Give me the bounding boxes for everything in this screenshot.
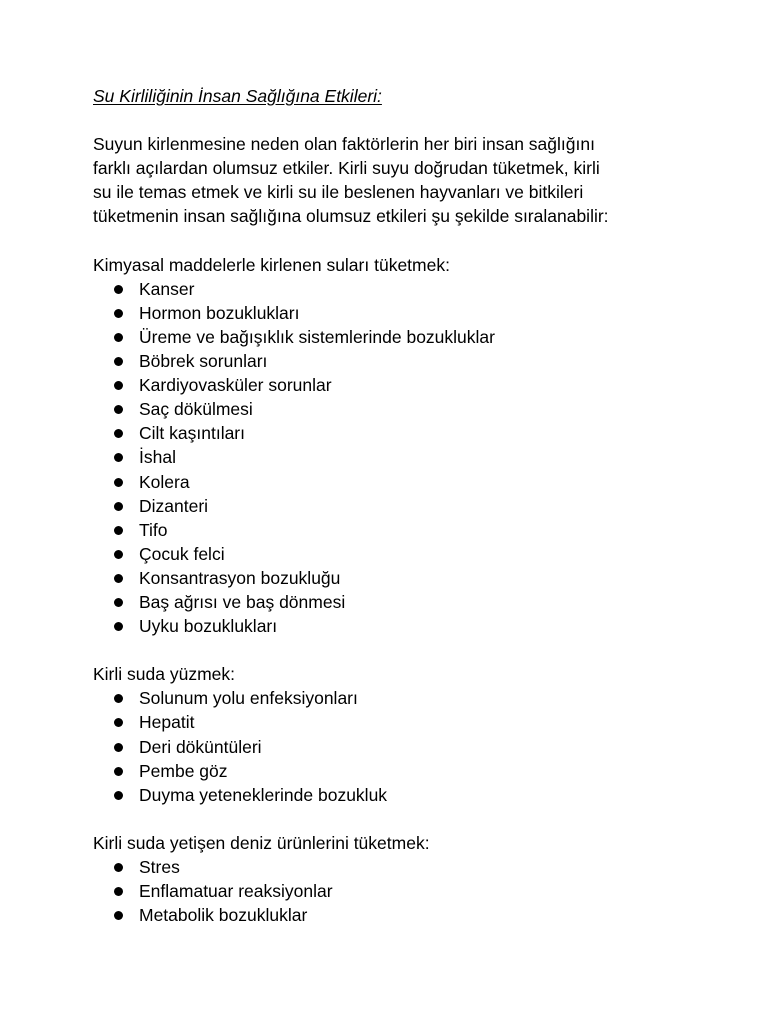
list-item-text: Böbrek sorunları (139, 351, 268, 372)
document-page (93, 84, 733, 927)
list-item (93, 759, 733, 783)
bullet-icon (114, 694, 123, 703)
list-item (93, 566, 733, 590)
list-item-text: İshal (139, 447, 176, 468)
list-item (93, 518, 733, 542)
intro-line: farklı açılardan olumsuz etkiler. Kirli suyu doğrudan tüketmek, kirli (93, 158, 600, 179)
bullet-icon (114, 598, 123, 607)
intro-paragraph (93, 132, 733, 228)
list-item (93, 397, 733, 421)
bullet-icon (114, 381, 123, 390)
section-heading: Kirli suda yetişen deniz ürünlerini tüketmek: (93, 832, 430, 853)
bullet-icon (114, 887, 123, 896)
list-item-text: Duyma yeteneklerinde bozukluk (139, 784, 388, 805)
document-title: Su Kirliliğinin İnsan Sağlığına Etkileri: (93, 86, 382, 106)
spacer (93, 638, 733, 662)
list-item (93, 855, 733, 879)
section-seafood (93, 831, 733, 927)
list-item-text: Metabolik bozukluklar (139, 905, 308, 926)
bullet-list (93, 855, 733, 927)
list-item (93, 542, 733, 566)
section-swimming (93, 662, 733, 807)
list-item-text: Pembe göz (139, 760, 228, 781)
bullet-icon (114, 767, 123, 776)
list-item-text: Hepatit (139, 712, 195, 733)
list-item-text: Cilt kaşıntıları (139, 423, 245, 444)
list-item-text: Deri döküntüleri (139, 736, 262, 757)
list-item (93, 349, 733, 373)
bullet-icon (114, 453, 123, 462)
bullet-icon (114, 405, 123, 414)
bullet-icon (114, 285, 123, 294)
spacer (93, 807, 733, 831)
bullet-icon (114, 911, 123, 920)
list-item (93, 325, 733, 349)
list-item (93, 494, 733, 518)
list-item (93, 614, 733, 638)
list-item-text: Kardiyovasküler sorunlar (139, 375, 332, 396)
bullet-icon (114, 550, 123, 559)
list-item-text: Saç dökülmesi (139, 399, 253, 420)
list-item (93, 783, 733, 807)
bullet-icon (114, 718, 123, 727)
bullet-icon (114, 357, 123, 366)
list-item-text: Çocuk felci (139, 543, 225, 564)
list-item (93, 470, 733, 494)
list-item-text: Kolera (139, 471, 190, 492)
bullet-icon (114, 574, 123, 583)
list-item-text: Kanser (139, 278, 195, 299)
bullet-icon (114, 526, 123, 535)
intro-line: tüketmenin insan sağlığına olumsuz etkileri şu şekilde sıralanabilir: (93, 206, 609, 227)
list-item-text: Hormon bozuklukları (139, 302, 300, 323)
list-item (93, 903, 733, 927)
bullet-icon (114, 309, 123, 318)
bullet-icon (114, 502, 123, 511)
section-chemical (93, 253, 733, 639)
list-item-text: Dizanteri (139, 495, 209, 516)
bullet-list (93, 686, 733, 806)
section-heading: Kimyasal maddelerle kirlenen suları tüketmek: (93, 254, 450, 275)
intro-line: su ile temas etmek ve kirli su ile beslenen hayvanları ve bitkileri (93, 182, 584, 203)
bullet-icon (114, 622, 123, 631)
list-item-text: Tifo (139, 519, 168, 540)
list-item-text: Uyku bozuklukları (139, 616, 278, 637)
list-item-text: Enflamatuar reaksiyonlar (139, 881, 333, 902)
list-item (93, 277, 733, 301)
bullet-icon (114, 743, 123, 752)
bullet-icon (114, 863, 123, 872)
list-item (93, 301, 733, 325)
list-item (93, 421, 733, 445)
bullet-icon (114, 333, 123, 342)
list-item-text: Stres (139, 857, 180, 877)
bullet-icon (114, 791, 123, 800)
list-item (93, 445, 733, 469)
list-item (93, 590, 733, 614)
list-item (93, 710, 733, 734)
list-item (93, 735, 733, 759)
bullet-icon (114, 478, 123, 487)
spacer (93, 108, 733, 132)
intro-line: Suyun kirlenmesine neden olan faktörlerin her biri insan sağlığını (93, 134, 595, 155)
list-item (93, 686, 733, 710)
spacer (93, 229, 733, 253)
list-item-text: Konsantrasyon bozukluğu (139, 567, 341, 588)
list-item-text: Baş ağrısı ve baş dönmesi (139, 591, 346, 612)
list-item (93, 373, 733, 397)
list-item (93, 879, 733, 903)
list-item-text: Solunum yolu enfeksiyonları (139, 688, 358, 709)
list-item-text: Üreme ve bağışıklık sistemlerinde bozukluklar (139, 326, 495, 347)
bullet-list (93, 277, 733, 638)
section-heading: Kirli suda yüzmek: (93, 664, 235, 685)
bullet-icon (114, 429, 123, 438)
